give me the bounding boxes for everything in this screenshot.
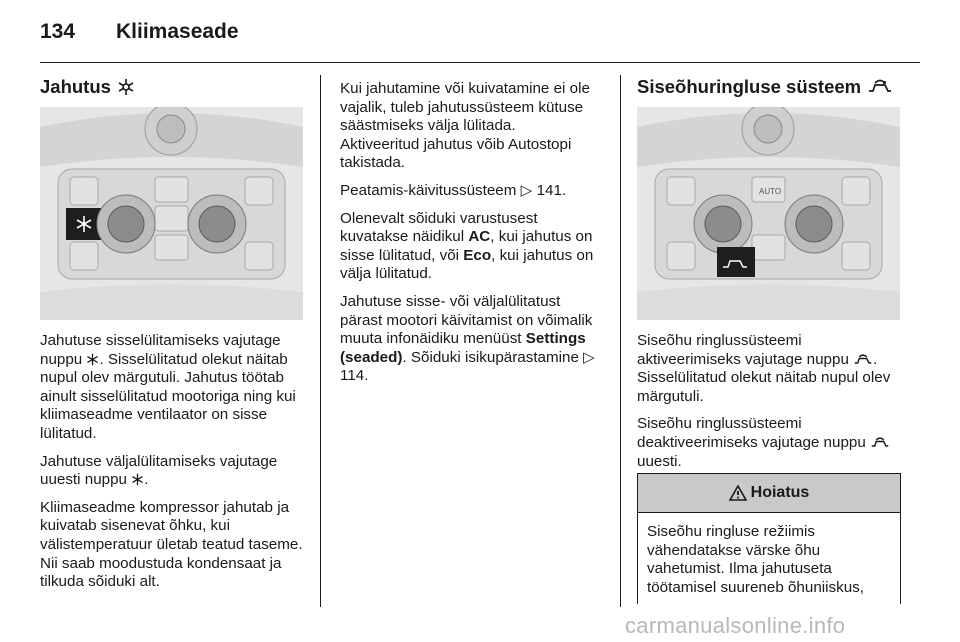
paragraph-settings: Jahutuse sisse- või väljalülitatust pärast mootori käivitamist on võimalik muuta infonäidiku menüüst Settings (seaded). Sõiduki isikupärastamine ▷ 114. xyxy=(340,292,595,385)
column-1 xyxy=(40,76,306,591)
paragraph-cooling-on: Jahutuse sisselülitamiseks vajutage nuppu . Sisselülitatud olekut näitab nupul olev märgutuli. Jahutus töötab ainult sisselülitatud mootoriga ning kui kliimaseadme ventilaator on sisse lülitatud. xyxy=(40,332,296,442)
warning-text: Siseõhu ringluse režiimis vähendatakse värske õhu vahetumist. Ilma jahutuseta töötamisel suureneb õhuniiskus, xyxy=(647,523,864,596)
paragraph-recirc-on: Siseõhu ringlussüsteemi aktiveerimiseks vajutage nuppu . Sisselülitatud olekut näitab nupul olev märgutuli. xyxy=(637,332,891,405)
page-reference-arrow-icon: ▷ xyxy=(520,181,533,199)
auto-label: AUTO xyxy=(759,187,782,196)
paragraph-compressor: Kliimaseadme kompressor jahutab ja kuivatab sisenevat õhku, kui välistemperatuur ületab teatud taseme. Nii saab moodustuda kondensaat ja tilkuda sõiduki alt. xyxy=(40,498,303,591)
column-3 xyxy=(637,76,903,470)
page-reference[interactable]: 141. xyxy=(536,181,567,199)
snowflake-icon xyxy=(86,353,99,366)
paragraph-display-status: Olenevalt sõiduki varustusest kuvatakse näidikul AC, kui jahutus on sisse lülitatud, või Eco, kui jahutus on välja lülitatud. xyxy=(340,209,594,283)
page-title: Kliimaseade xyxy=(116,20,239,43)
column-divider-2 xyxy=(620,75,621,607)
section-heading-recirculation xyxy=(637,78,903,97)
warning-triangle-icon xyxy=(729,485,747,501)
warning-title: Hoiatus xyxy=(750,484,810,501)
recirculation-icon xyxy=(867,79,893,95)
header-rule xyxy=(40,62,920,63)
watermark: carmanualsonline.info xyxy=(625,613,846,638)
page-header xyxy=(40,20,239,48)
page-reference-arrow-icon: ▷ xyxy=(583,348,595,366)
figure-climate-panel-recirculation xyxy=(637,107,900,320)
snowflake-icon xyxy=(117,78,135,96)
warning-box xyxy=(637,473,901,604)
paragraph-autostop: Aktiveeritud jahutus võib Autostopi takistada. xyxy=(340,135,572,172)
figure-climate-panel-cooling xyxy=(40,107,303,320)
recirculation-icon xyxy=(853,354,873,366)
section-heading-recirculation-text: Siseõhuringluse süsteem xyxy=(637,76,862,97)
column-divider-1 xyxy=(320,75,321,607)
recirculation-icon xyxy=(870,437,890,449)
paragraph-cooling-off: Jahutuse väljalülitamiseks vajutage uuesti nuppu . xyxy=(40,452,278,489)
snowflake-icon xyxy=(131,473,144,486)
page-reference[interactable]: 114. xyxy=(340,367,369,385)
paragraph-recirc-off: Siseõhu ringlussüsteemi deaktiveerimiseks vajutage nuppu uuesti. xyxy=(637,415,903,471)
paragraph-fuel-saving: Kui jahutamine või kuivatamine ei ole vajalik, tuleb jahutussüsteem kütuse säästmiseks välja lülitada. xyxy=(340,80,590,135)
warning-header xyxy=(638,474,900,513)
section-heading-cooling xyxy=(40,78,306,97)
page-number: 134 xyxy=(40,20,76,43)
section-heading-cooling-text: Jahutus xyxy=(40,76,111,97)
paragraph-stop-start-ref: Peatamis-käivitussüsteem ▷ 141. xyxy=(340,181,567,199)
column-2 xyxy=(340,80,606,395)
